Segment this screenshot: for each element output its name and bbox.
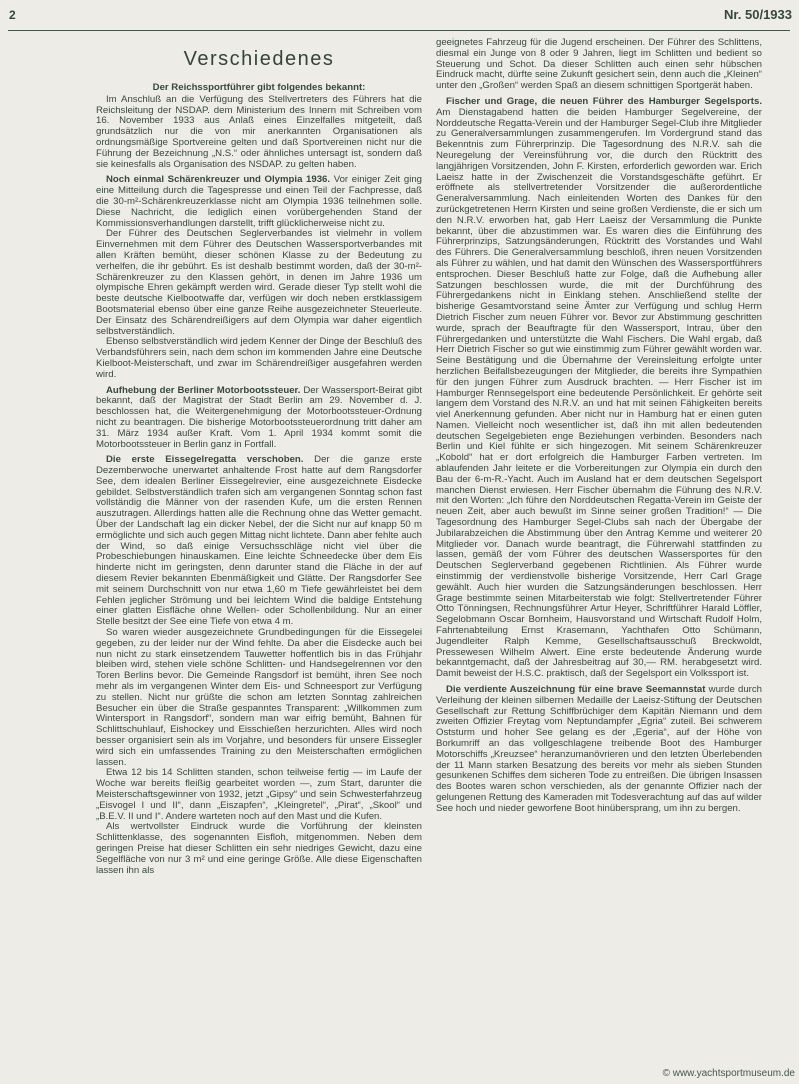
article-lead: Die erste Eissegelregatta verschoben. [106,454,315,466]
article-paragraph: Fischer und Grage, die neuen Führer des Hamburger Segelsports. Am Dienstagabend hatten die beiden Hamburger Segelvereine, der Norddeutsche Regatta-Verein und der Hamburger Segel-Club ihre Mitglieder zu Generalversammlungen zusammengerufen. Im Vordergrund stand das Bekenntnis zum Führerprinzip. Die Tagesordnung des N.R.V. sah die Neuregelung der Vereinsführung vor, die durch den Rücktritt des langjährigen Vorsitzenden, John F. Kirsten, erforderlich geworden war. Erich Laeisz hatte in der Zwischenzeit die Vorstandsgeschäfte geführt. Er eröffnete als stellvertretender Vorsitzender die außerordentliche Generalversammlung. Nach einleitenden Worten des Dankes für den zurückgetretenen Herrn Kirsten und seine großen Verdienste, die er sich um den N.R.V. erworben hat, gab Herr Laeisz der Versammlung die Punkte bekannt, über die abzustimmen war. Es waren dies die Einführung des Führerprinzips, Satzungsänderungen, Rücktritt des Vorstandes und Wahl des Führers. Die Generalversammlung beschloß, ihren neuen Vorsitzenden als Führer zu wählen, und hat damit den Wünschen des Wassersportführers entsprochen. Dieser Beschluß hatte zur Folge, daß die Aufhebung aller Satzungen beschlossen wurde, die mit der Durchführung des Führergedankens nicht in Einklang stehen. Anschließend stellte der bisherige Gesamtvorstand seine Ämter zur Verfügung und schlug Herrn Dietrich Fischer zum neuen Führer vor. Bevor zur Abstimmung geschritten wurde, sprach der Beauftragte für den Wassersport, Intrau, über den Führergedanken und unterstützte die Wahl Fischers. Die Wahl ergab, daß Herr Dietrich Fischer so gut wie einstimmig zum Führer gewählt worden war. Seine Bestätigung und die Übernahme der Vereinsleitung erfolgte unter herzlichen Beifallsbezeugungen der Mitglieder, die bereits ihre Sympathien für den jungen Führer zum Ausdruck brachten. — Herr Fischer ist im Hamburger Rennsegelsport eine bedeutende Persönlichkeit. Er gehörte seit langem dem Vorstand des N.R.V. an und hat mit seinen Fähigkeiten bereits viel Anerkennung gefunden. Aber nicht nur in Hamburg hat er einen guten Namen. Vielleicht noch wesentlicher ist, daß ihn mit allen bedeutenden deutschen Segelgebieten enge Beziehungen verbinden. Besonders nach Berlin und Kiel fühlte er sich hingezogen. Mit seinem Schärenkreuzer „Kobold“ hat er dort erfolgreich die Hamburger Farben vertreten. Im ablaufenden Jahr leitete er die Vorbereitungen zur Olympia ein durch den Bau der 6-m-R.-Yacht. Auch im Ausland hat er dem deutschen Segelsport manchen Dienst erwiesen. Herr Fischer übernahm die Führung des N.R.V. mit den Worten: „Ich führe den Norddeutschen Regatta-Verein im Geiste der neuen Zeit, aber auch bewußt im Sinne seiner großen Tradition!“ — Die Tagesordnung des Hamburger Segel-Clubs sah nach der Übergabe der Jubilarabzeichen die Abstimmung über den Antrag Kemme und weiterer 20 Mitglieder vor. Danach wurde beantragt, die Führerwahl stattfinden zu lassen, gemäß der vom Führer des deutschen Wassersportes für den Deutschen Seglerverband gegebenen Richtlinien. Als Führer wurde einstimmig der verdienstvolle bisherige Vorsitzende, Herr Carl Grage gewählt. Auch hier wurden die Satzungsänderungen beschlossen. Herr Grage bestimmte seinen Mitarbeiterstab wie folgt: Stellvertretender Führer Otto Tönningsen, Rechnungsführer Artur Heyer, Schriftführer Harald Löffler, Segelobmann Oscar Bornheim, Hausvorstand und Wirtschaft Rudolf Holm, Fahrtenabteilung Ernst Krasemann, Yachthafen Otto Schümann, Jugendleiter Ralph Kemme, Gesellschaftsausschuß Breckwoldt, Pressewesen Wilhelm Alwert. Eine erste bedeutende Änderung wurde bekanntgemacht, daß der Jahresbeitrag auf 30,— RM. herabgesetzt wird. Damit beweist der H.S.C. praktisch, daß der Segelsport ein Volkssport ist. [436,95,762,680]
two-column-content [96,38,762,876]
article-paragraph: Die erste Eissegelregatta verschoben. Der die ganze erste Dezemberwoche unerwartet anhaltende Frost hatte auf dem Rangsdorfer See, dem idealen Berliner Eissegelrevier, eine ausgezeichnete Eisdecke gebildet. Selbstverständlich trafen sich am vergangenen Sonntag schon fast vollständig die Männer von der rasenden Kufe, um die ersten Rennen auszutragen. Allerdings hatten alle die Rechnung ohne das Wetter gemacht. Über der Landschaft lag ein dicker Nebel, der die Sicht nur auf knapp 50 m ermöglichte und sich auch gegen Mittag nicht lichtete. Dann aber fehlte auch der Wind, so daß einige Versuchsschläge nicht viel über die Probeschiebungen hinauskamen. Eine leichte Schneedecke über dem Eis hinderte nicht im geringsten, denn darunter stand die Fläche in der auf diesem Revier bekannten Ebenmäßigkeit und Glätte. Der Rangsdorfer See mit seinem Durchschnitt von nur etwa 1,60 m Tiefe gewährleistet bei dem Fehlen jeglicher Strömung und bei leichtem Wind die baldige Entstehung einer glatten Eisfläche ohne Wellen- oder Schollenbildung. Nur an einer Stelle besitzt der See eine Tiefe von etwa 4 m. [96,454,422,628]
column-right [436,38,762,876]
paragraph: geeignetes Fahrzeug für die Jugend erscheinen. Der Führer des Schlittens, diesmal ein Junge von 8 oder 9 Jahren, liegt im Schlitten und bedient so Steuerung und Schot. Da dieser Schlitten auch einen sehr hübschen Eindruck macht, dürfte seine Zukunft gesichert sein, denn auch die „Kleinen“ unter den „Großen“ werden Spaß an diesem schnittigen Sportgerät haben. [436,37,762,92]
paragraph: Ebenso selbstverständlich wird jedem Kenner der Dinge der Beschluß des Verbandsführers sein, nach dem schon im kommenden Jahre eine Deutsche Kielboot-Meisterschaft, und zwar im Schärendreißiger ausgefahren werden wird. [96,336,422,380]
paragraph: Etwa 12 bis 14 Schlitten standen, schon teilweise fertig — im Laufe der Woche war bereits fleißig gearbeitet worden —, zum Start, darunter die Meisterschaftsgewinner von 1932, jetzt „Gipsy“ und sein Schwesterfahrzeug „Eisvogel I und II“, dann „Eiszapfen“, „Kleingretel“, „Pirat“, „Skool“ und „B.E.V. II und I“. Andere warteten noch auf den Mast und die Kufen. [96,767,422,822]
paragraph: So waren wieder ausgezeichnete Grundbedingungen für die Eissegelei gegeben, zu der leider nur der Wind fehlte. Da aber die Eisdecke auch bei nun nicht zu stark einsetzendem Tauwetter hoffentlich bis in das Frühjahr bleiben wird, stehen viele schöne Schlitten- und Handsegelrennen vor den Toren Berlins bevor. Die Gemeinde Rangsdorf ist bemüht, ihren See noch mehr als im vergangenen Winter dem Eis- und Schneesport zur Verfügung zu stellen. Nicht nur grüßte die schon am letzten Sonntag zahlreichen Besucher ein über die Straße gespanntes Transparent: „Willkommen zum Wintersport in Rangsdorf“, sondern man war eifrig bemüht, Bahnen für Schlittschuhlauf, Eishockey und Eisschießen herzurichten. Alles wird noch besser organisiert sein als im Vorjahre, und besonders für unsere Eissegler wird sich ein umfassendes Training zu den Meisterschaften ermöglichen lassen. [96,627,422,768]
article-paragraph: Noch einmal Schärenkreuzer und Olympia 1936. Vor einiger Zeit ging eine Mitteilung durch die Tagespresse und einen Teil der Fachpresse, daß die 30-m²-Schärenkreuzerklasse nicht am Olympia 1936 teilnehmen solle. Diese Nachricht, die lediglich einen vorübergehenden Stand der Kommissionsverhandlungen darstellt, trifft glücklicherweise nicht zu. [96,174,422,229]
article-lead: Noch einmal Schärenkreuzer und Olympia 1936. [106,174,334,186]
article-lead: Aufhebung der Berliner Motorbootssteuer. [106,384,304,396]
page-number: 2 [9,8,16,22]
article-lead: Fischer und Grage, die neuen Führer des Hamburger Segelsports. [446,95,762,107]
paragraph: Als wertvollster Eindruck wurde die Vorführung der kleinsten Schlittenklasse, des sogenannten Eisfloh, mitgenommen. Neben dem geringen Preise hat dieser Schlitten ein sehr niedriges Gewicht, dazu eine Segelfläche von nur 3 m² und eine geringe Größe. Alle diese Eigenschaften lassen ihn als [96,821,422,876]
paragraph: Der Führer des Deutschen Seglerverbandes ist vielmehr in vollem Einvernehmen mit dem Führer des Deutschen Wassersportverbandes mit allen Kräften bemüht, dieser schönen Klasse zu der Bedeutung zu verhelfen, die ihr gebührt. Es ist deshalb bestimmt worden, daß der 30-m²-Schärenkreuzer zu den Klassen gehört, in denen im Jahre 1936 um olympische Ehren gekämpft werden wird. Gerade dieser Typ stellt wohl die beste deutsche Kielbootwaffe dar, verfügen wir doch neben erstklassigem Bootsmaterial ebenso über eine ganze Reihe ausgezeichneter Steuerleute. Der Einsatz des Schärendreißigers auf dem Olympia war daher eigentlich selbstverständlich. [96,228,422,337]
column-left [96,38,422,876]
article-paragraph: Aufhebung der Berliner Motorbootssteuer. Der Wassersport-Beirat gibt bekannt, daß der Magistrat der Stadt Berlin am 29. November d. J. beschlossen hat, die Weitergenehmigung der Motorbootssteuer-Ordnung nicht zu beantragen. Die bisherige Motorbootssteuerordnung tritt daher am 31. März 1934 außer Kraft. Vom 1. April 1934 kommt somit die Motorbootssteuer in Berlin ganz in Fortfall. [96,384,422,450]
article-heading: Der Reichssportführer gibt folgendes bekannt: [152,82,366,93]
watermark: © www.yachtsportmuseum.de [662,1068,795,1079]
paragraph: Im Anschluß an die Verfügung des Stellvertreters des Führers hat die Reichsleitung der NSDAP. dem Ministerium des Innern mit Schreiben vom 16. November 1933 aus Anlaß eines Einzelfalles mitgeteilt, daß grundsätzlich nur die von mir anerkannten Organisationen als ordnungsmäßige Sportvereine gelten und daß Sportvereinen nicht nur die Führung der Bezeichnung „N.S.“ oder ähnliches untersagt ist, sondern daß sie keinesfalls als Organisation des NSDAP. zu gelten haben. [96,93,422,170]
issue-label: Nr. 50/1933 [724,7,792,22]
section-title: Verschiedenes [183,48,335,70]
header-rule [8,30,790,31]
article-paragraph: Die verdiente Auszeichnung für eine brave Seemannstat wurde durch Verleihung der kleinen silbernen Medaille der Laeisz-Stiftung der Deutschen Gesellschaft zur Rettung Schiffbrüchiger dem Kapitän Niemann und dem zweiten Offizier Freytag vom Neptundampfer „Egria“ zuteil. Bei schwerem Oststurm und hoher See gelang es der „Egeria“, auf der Höhe von Borkumriff an das vollgeschlagene treibende Boot des Hamburger Motorschiffs „Kreuzsee“ heranzumanövrieren und den letzten Überlebenden der 11 Mann starken Besatzung des bereits vor mehr als sieben Stunden gesunkenen Schiffes dem sicheren Tode zu entreißen. Die übrigen Insassen des Bootes waren schon verschieden, als der genannte Offizier nach der gelungenen Rettung des Kameraden mit Todesverachtung auf das auf wilder See hoch und nieder geworfene Boot hinübersprang, um ihn zu bergen. [436,684,763,814]
article-lead: Die verdiente Auszeichnung für eine brave Seemannstat [446,684,709,696]
